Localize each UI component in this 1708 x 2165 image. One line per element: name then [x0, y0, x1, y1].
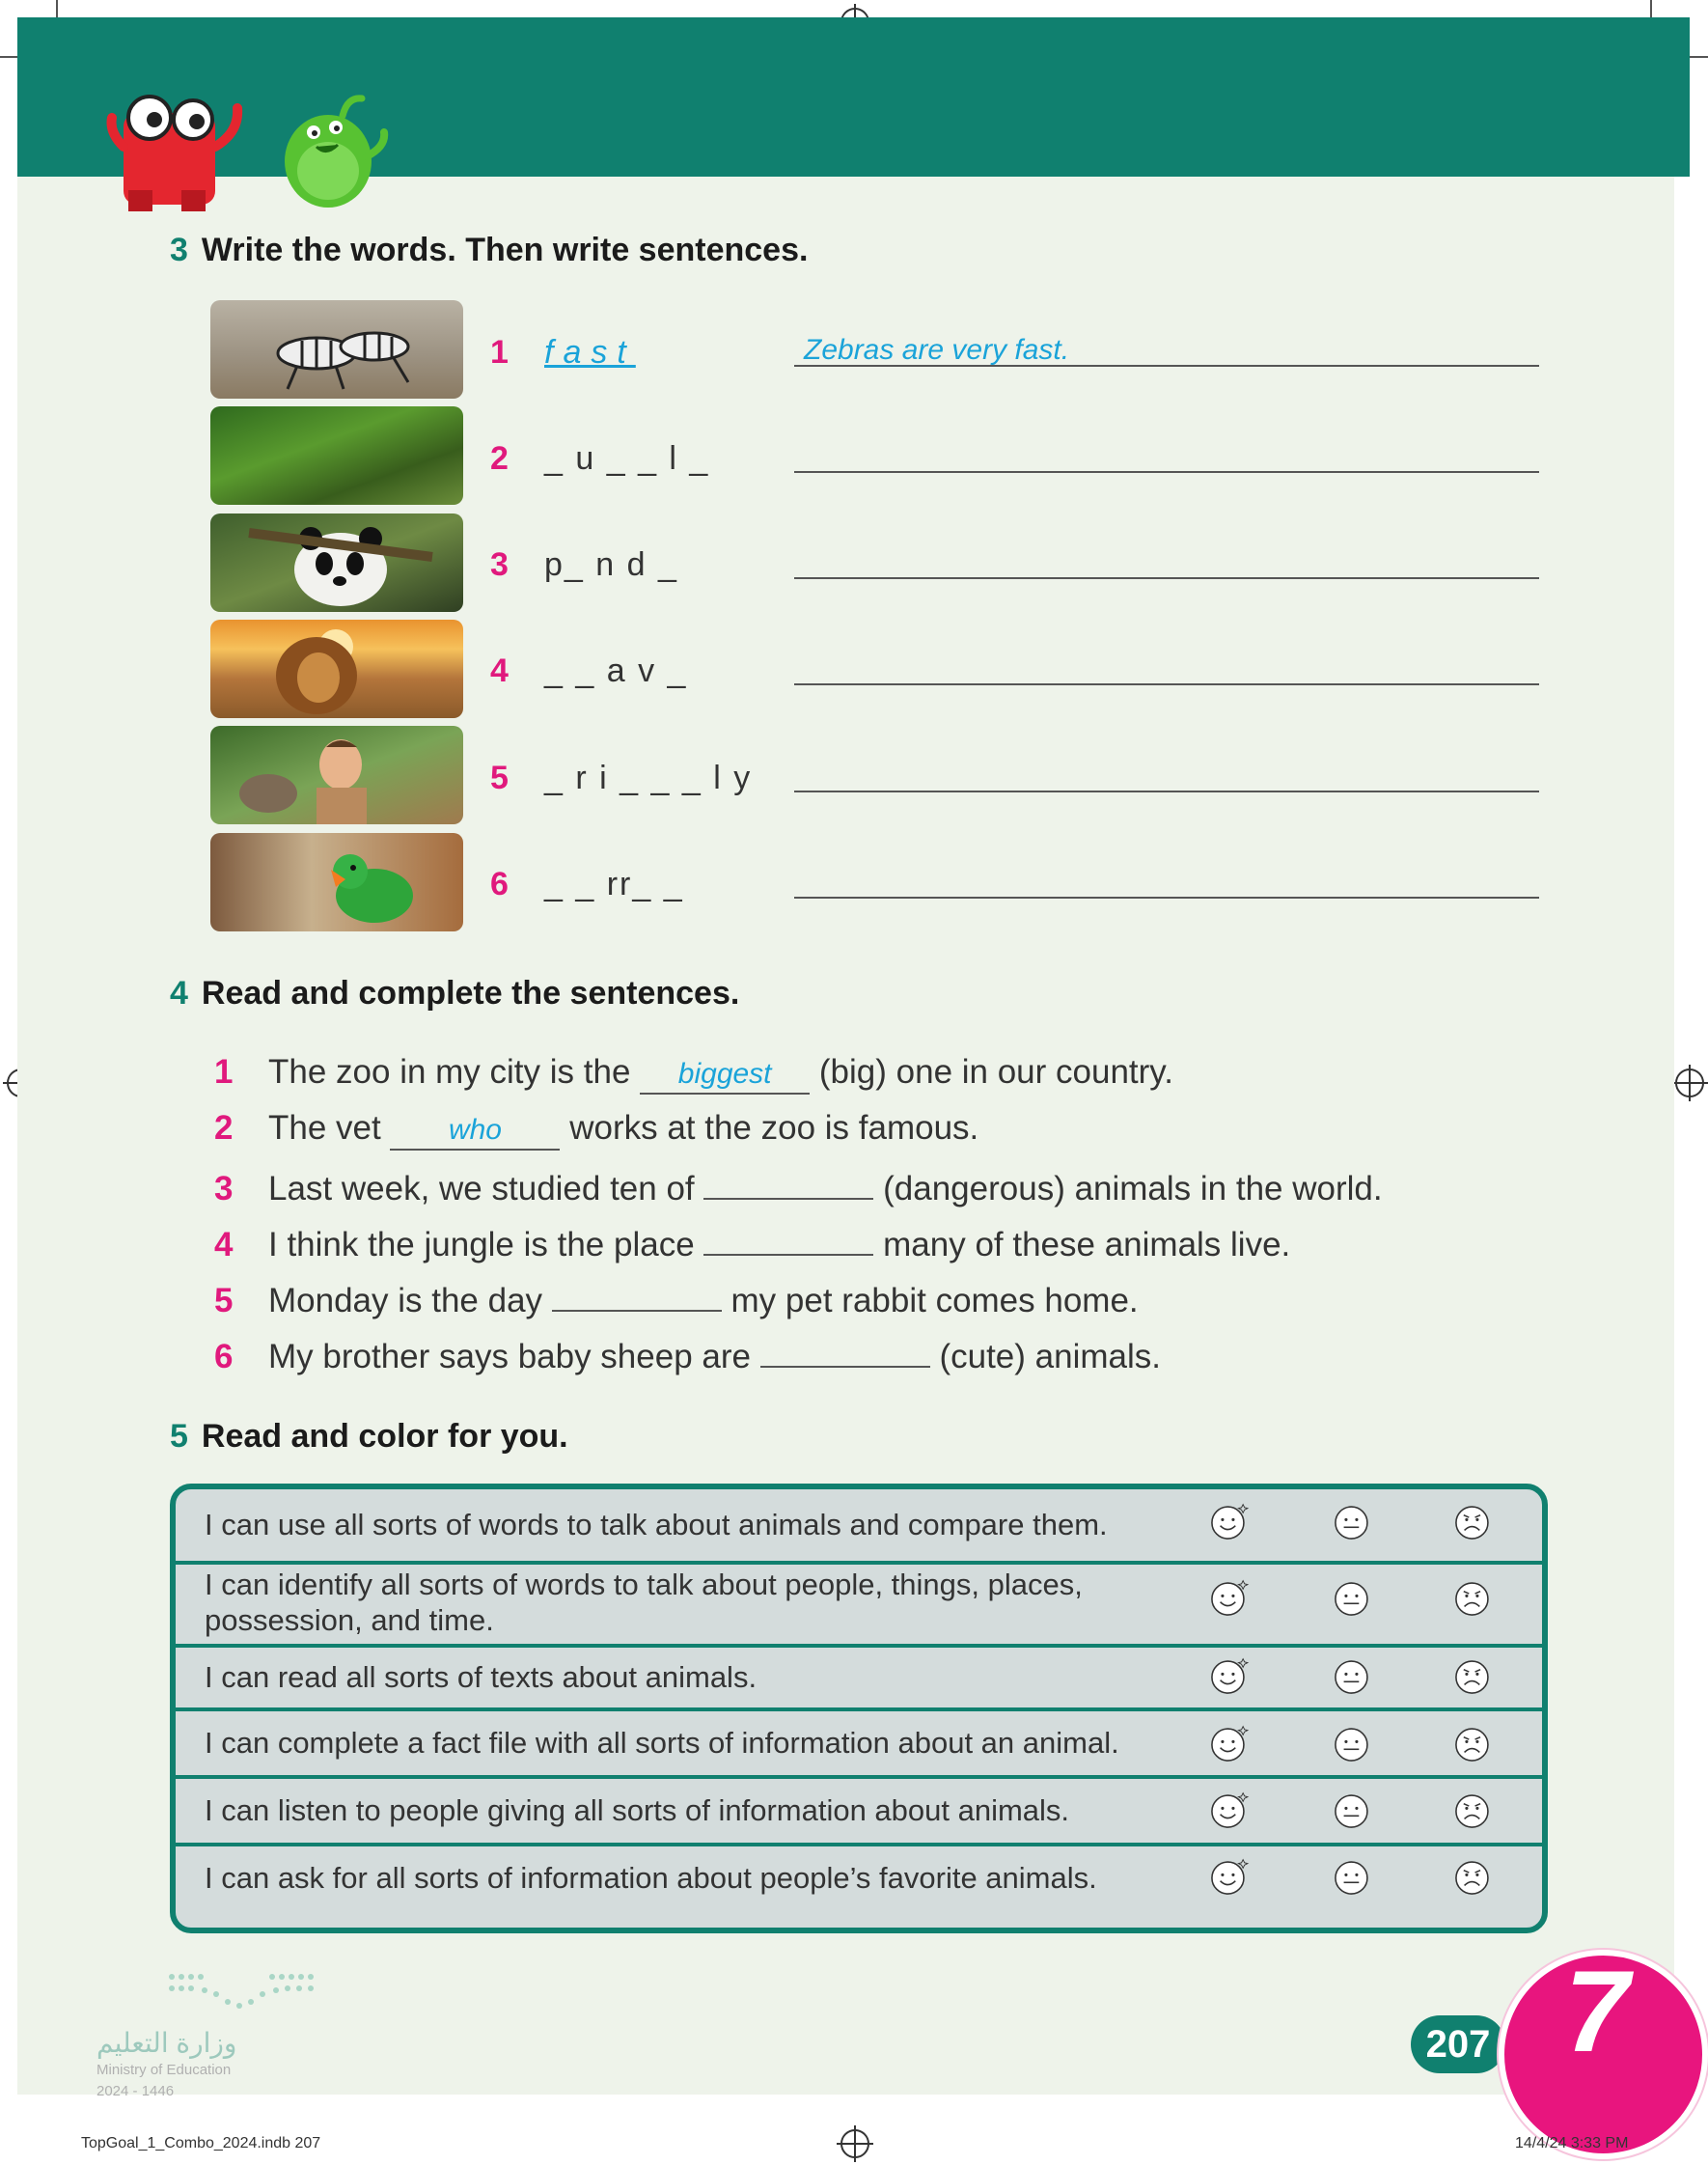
item-number: 5: [490, 760, 509, 796]
answer-blank[interactable]: [760, 1333, 930, 1368]
registration-mark-icon: [1675, 1069, 1704, 1097]
header-band: [17, 17, 1690, 177]
can-do-statement: I can use all sorts of words to talk about animals and compare them.: [205, 1508, 1108, 1541]
sentence-line[interactable]: [794, 365, 1539, 367]
item-number: 2: [490, 440, 509, 477]
item-number: 1: [490, 334, 509, 371]
jungle-photo: [210, 406, 463, 505]
sentence-2: 2 The vet who works at the zoo is famous.: [214, 1109, 978, 1151]
red-monster-mascot-icon: [104, 89, 249, 214]
can-do-statement: I can listen to people giving all sorts of information about animals.: [205, 1793, 1070, 1827]
happy-face-icon[interactable]: [1208, 1654, 1251, 1697]
can-do-statement: I can read all sorts of texts about animals.: [205, 1660, 758, 1694]
file-info: TopGoal_1_Combo_2024.indb 207: [81, 2135, 321, 2151]
sentence-5: 5 Monday is the day my pet rabbit comes home.: [214, 1277, 1139, 1320]
sentence-6: 6 My brother says baby sheep are (cute) animals.: [214, 1333, 1161, 1376]
sentence-line[interactable]: [794, 791, 1539, 792]
sentence-line[interactable]: [794, 897, 1539, 899]
sentence-3: 3 Last week, we studied ten of (dangerous) animals in the world.: [214, 1165, 1383, 1208]
sad-face-icon[interactable]: [1452, 1789, 1495, 1831]
section-4-title: 4 Read and complete the sentences.: [170, 975, 740, 1012]
registration-mark-icon: [840, 2129, 869, 2158]
happy-face-icon[interactable]: [1208, 1722, 1251, 1764]
ministry-year: 2024 - 1446: [96, 2083, 175, 2099]
sad-face-icon[interactable]: [1452, 1855, 1495, 1898]
print-timestamp: 14/4/24 3:33 PM: [1515, 2135, 1629, 2151]
happy-face-icon[interactable]: [1208, 1500, 1251, 1542]
answer-blank[interactable]: biggest: [640, 1060, 810, 1095]
sad-face-icon[interactable]: [1452, 1722, 1495, 1764]
section-3-title: 3 Write the words. Then write sentences.: [170, 232, 809, 268]
answer-blank[interactable]: [703, 1221, 873, 1256]
happy-face-icon[interactable]: [1208, 1576, 1251, 1619]
section-number: 3: [170, 232, 188, 268]
sad-face-icon[interactable]: [1452, 1654, 1495, 1697]
can-do-statement: I can ask for all sorts of information about people’s favorite animals.: [205, 1861, 1097, 1895]
sentence-line[interactable]: [794, 471, 1539, 473]
can-do-statement: I can identify all sorts of words to talk about people, things, places, possession, and time.: [205, 1568, 1083, 1637]
item-number: 4: [490, 652, 509, 689]
section-5-title: 5 Read and color for you.: [170, 1418, 568, 1455]
section-number: 4: [170, 975, 188, 1012]
item-number: 3: [490, 546, 509, 583]
page-number: 207: [1411, 2015, 1505, 2073]
neutral-face-icon[interactable]: [1332, 1576, 1374, 1619]
unit-number: 7: [1564, 1947, 1630, 2076]
parrot-photo: [210, 833, 463, 931]
item-number: 6: [490, 866, 509, 902]
ministry-logo-arabic: وزارة التعليم: [96, 2028, 237, 2058]
neutral-face-icon[interactable]: [1332, 1789, 1374, 1831]
section-number: 5: [170, 1418, 188, 1455]
sentence-1: 1 The zoo in my city is the biggest (big) one in our country.: [214, 1053, 1173, 1095]
sentence-line[interactable]: [794, 683, 1539, 685]
happy-face-icon[interactable]: [1208, 1855, 1251, 1898]
answer-blank[interactable]: [703, 1165, 873, 1200]
neutral-face-icon[interactable]: [1332, 1855, 1374, 1898]
sentence-line[interactable]: [794, 577, 1539, 579]
grizzly-man-photo: [210, 726, 463, 824]
can-do-statement: I can complete a fact file with all sorts of information about an animal.: [205, 1726, 1119, 1760]
happy-face-icon[interactable]: [1208, 1789, 1251, 1831]
sad-face-icon[interactable]: [1452, 1576, 1495, 1619]
sad-face-icon[interactable]: [1452, 1500, 1495, 1542]
ministry-logo-english: Ministry of Education: [96, 2062, 232, 2078]
sentence-answer[interactable]: Zebras are very fast.: [804, 334, 1070, 366]
word-puzzle[interactable]: p_ n d _: [544, 546, 678, 583]
green-monster-mascot-icon: [270, 89, 396, 214]
word-puzzle[interactable]: _ _ rr_ _: [544, 866, 684, 902]
answer-blank[interactable]: who: [390, 1116, 560, 1151]
lion-photo: [210, 620, 463, 718]
neutral-face-icon[interactable]: [1332, 1654, 1374, 1697]
sentence-4: 4 I think the jungle is the place many of these animals live.: [214, 1221, 1290, 1264]
panda-photo: [210, 513, 463, 612]
neutral-face-icon[interactable]: [1332, 1500, 1374, 1542]
neutral-face-icon[interactable]: [1332, 1722, 1374, 1764]
word-puzzle[interactable]: _ _ a v _: [544, 652, 688, 689]
word-answer[interactable]: fast: [544, 334, 636, 371]
ministry-dots-icon: [166, 1969, 320, 2022]
answer-blank[interactable]: [552, 1277, 722, 1312]
zebra-photo: [210, 300, 463, 399]
word-puzzle[interactable]: _ r i _ _ _ l y: [544, 760, 753, 796]
word-puzzle[interactable]: _ u _ _ l _: [544, 440, 710, 477]
